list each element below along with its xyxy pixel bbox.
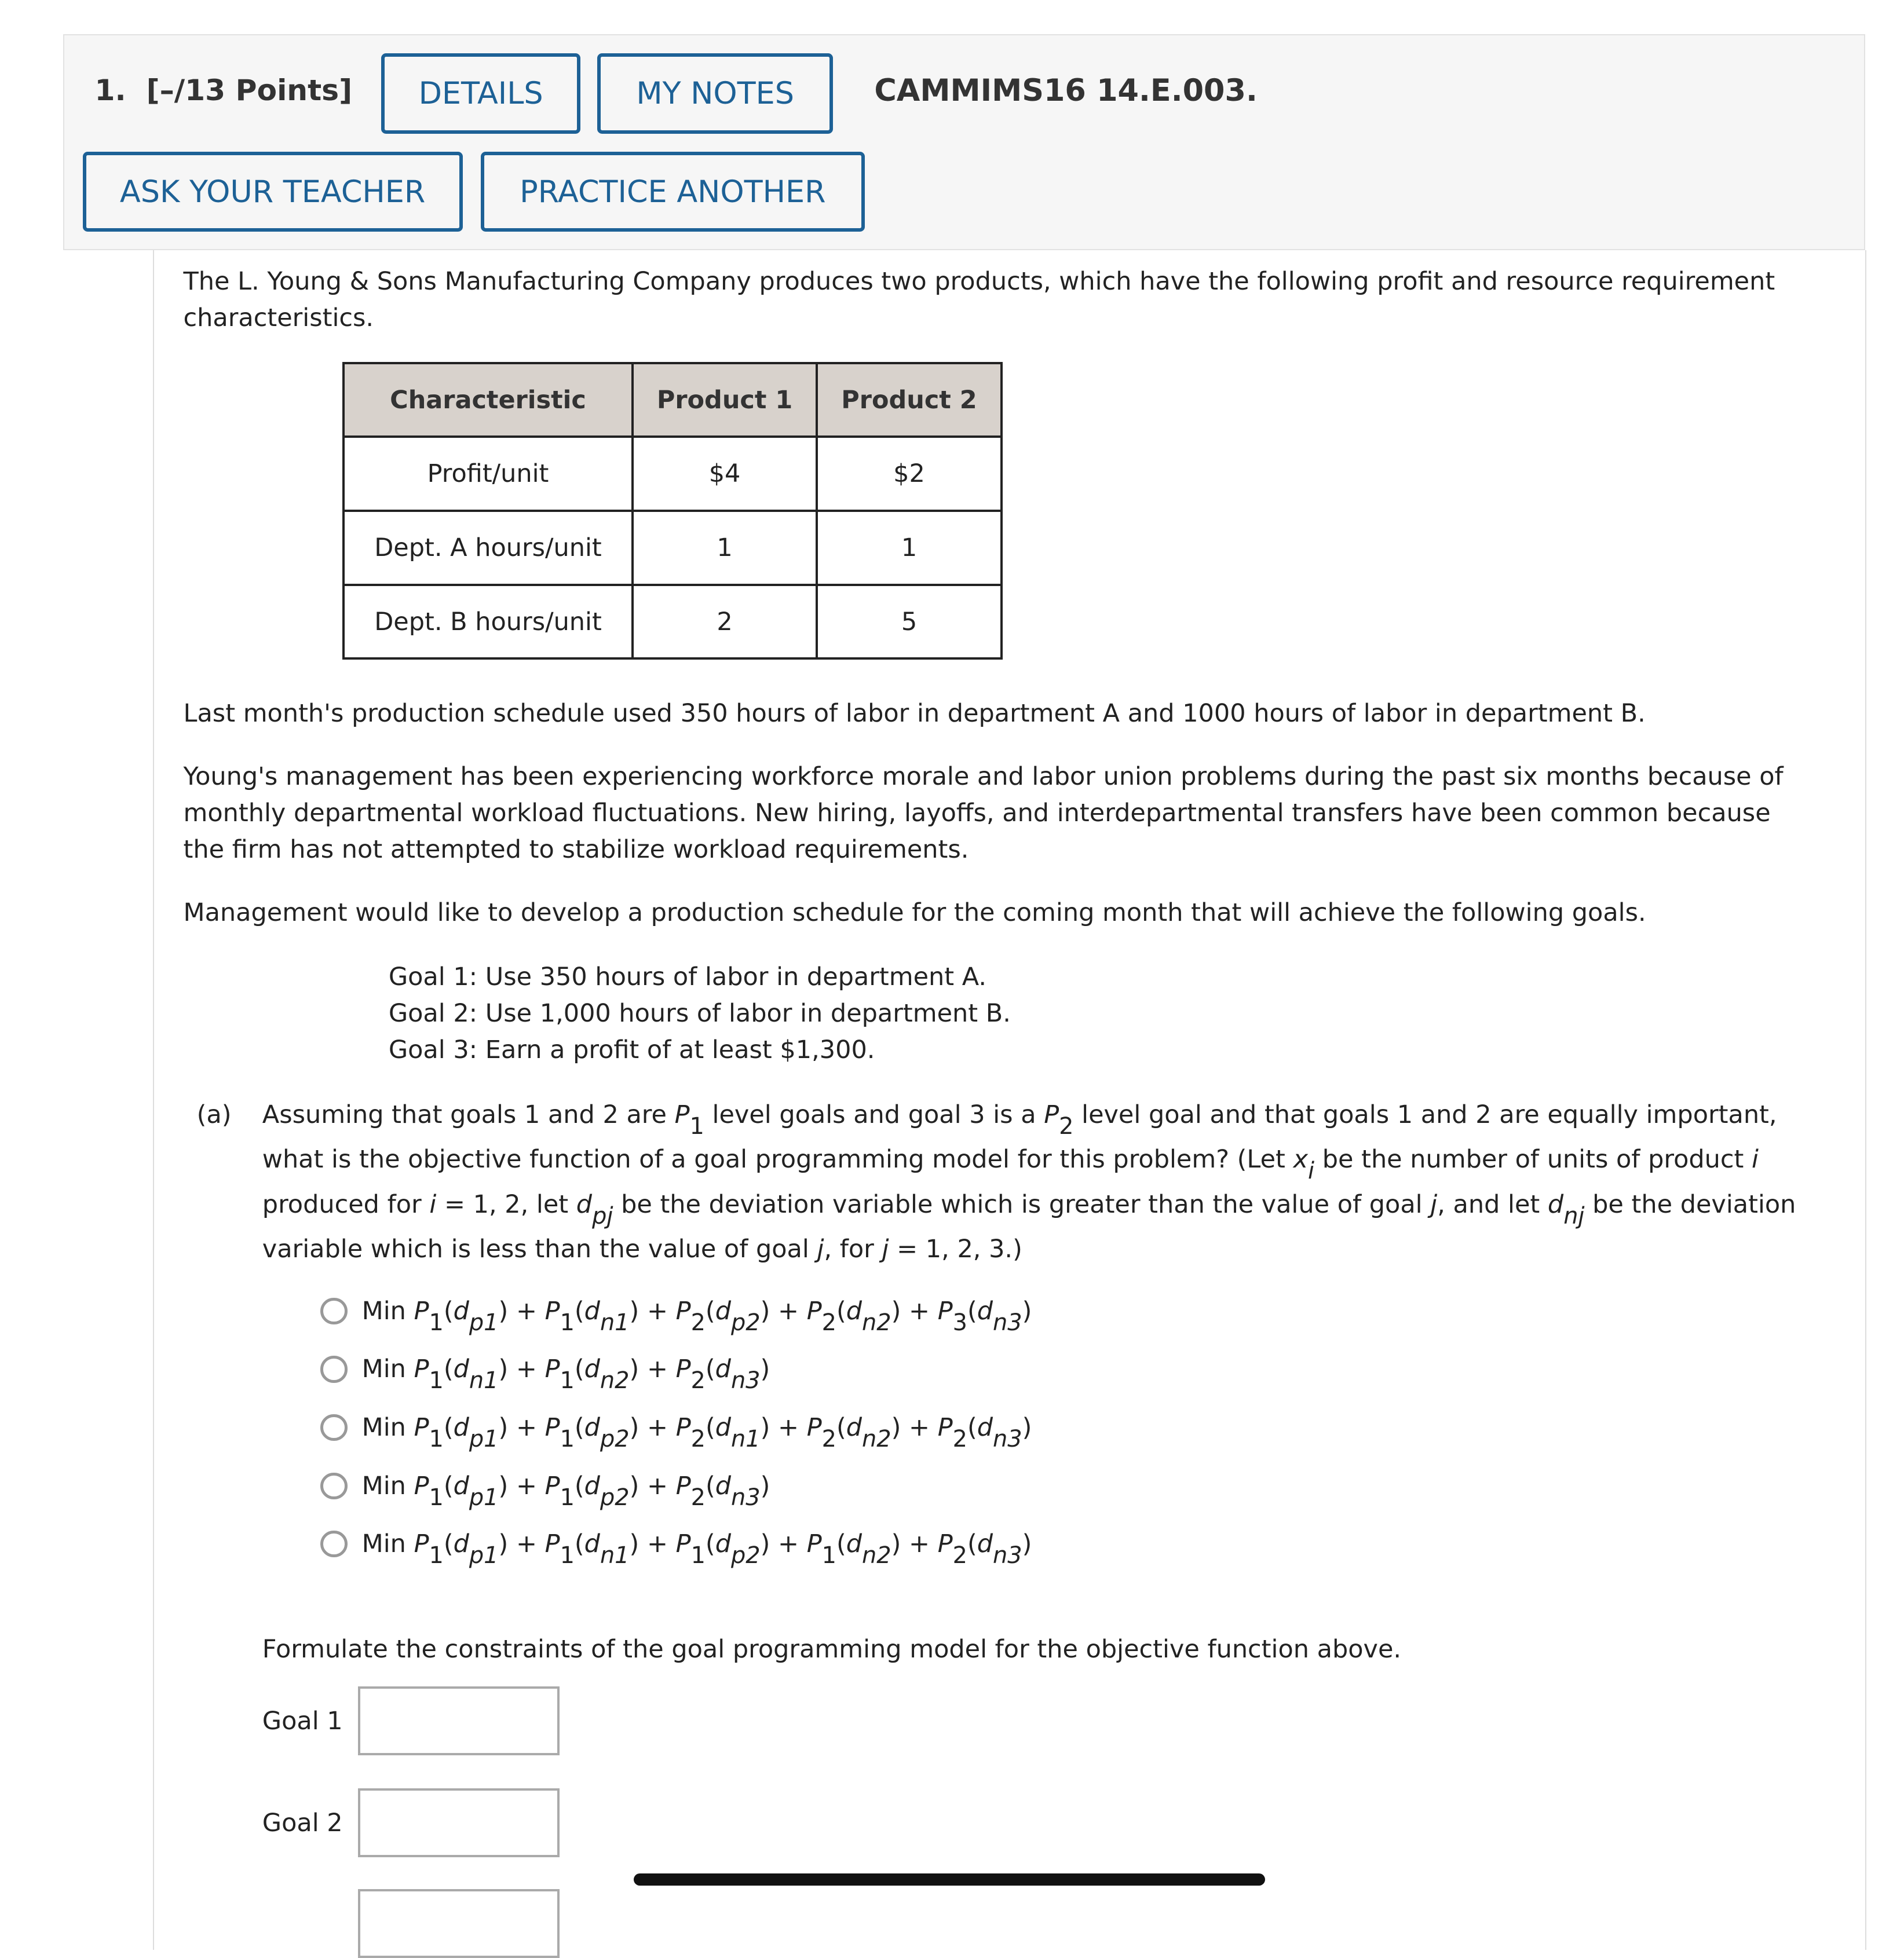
priority-level: 1 [560, 1309, 575, 1336]
deviation-index: n2 [862, 1542, 891, 1569]
table-cell: Dept. B hours/unit [343, 585, 633, 659]
math-subscript: pj [592, 1202, 613, 1229]
table-cell: $4 [633, 437, 817, 511]
characteristics-table [342, 362, 1003, 660]
question-text: = 1, 2, 3.) [889, 1235, 1022, 1264]
deviation-index: n3 [993, 1425, 1022, 1452]
priority-level: 1 [560, 1367, 575, 1395]
priority-level: 1 [560, 1425, 575, 1452]
math-variable: P [674, 1100, 690, 1129]
plus-sign: + [909, 1413, 930, 1443]
goals-list [389, 959, 1011, 1068]
deviation-index: p2 [600, 1484, 630, 1511]
priority-symbol: P [937, 1413, 953, 1443]
plus-sign: + [646, 1529, 668, 1559]
deviation-index: p2 [600, 1425, 630, 1452]
table-header: Characteristic [343, 363, 633, 437]
plus-sign: + [516, 1471, 537, 1500]
priority-symbol: P [544, 1355, 560, 1384]
question-number: 1. [94, 72, 126, 107]
option-label: Min $P_1(d_{p1}) + P_1(d_{n1}) + P_2(d_{p2}) + P_2(d_{n2}) + P_3(d_{n3})$ [361, 1296, 1032, 1336]
priority-symbol: P [544, 1296, 560, 1326]
radio-button[interactable] [320, 1298, 347, 1324]
deviation-index: n1 [469, 1367, 499, 1395]
table-cell: $2 [817, 437, 1001, 511]
priority-symbol: P [675, 1413, 691, 1443]
table-row [343, 585, 1002, 659]
priority-level: 2 [690, 1309, 706, 1336]
priority-level: 1 [821, 1542, 836, 1569]
deviation-index: n1 [600, 1309, 630, 1336]
plus-sign: + [647, 1471, 668, 1500]
table-cell: 1 [817, 511, 1001, 585]
objective-option[interactable] [320, 1529, 1032, 1569]
my-notes-button[interactable]: MY NOTES [597, 53, 833, 133]
objective-option[interactable] [320, 1355, 770, 1395]
deviation-symbol: d [715, 1413, 731, 1443]
practice-another-button[interactable]: PRACTICE ANOTHER [481, 152, 864, 232]
table-cell: Dept. A hours/unit [343, 511, 633, 585]
part-a-question [262, 1093, 1841, 1272]
option-label: Min $P_1(d_{n1}) + P_1(d_{n2}) + P_2(d_{n3})$ [361, 1355, 770, 1395]
question-text: , and let [1437, 1190, 1548, 1219]
deviation-index: p2 [730, 1542, 761, 1569]
priority-level: 2 [690, 1484, 706, 1511]
priority-symbol: P [806, 1529, 822, 1559]
goal-3-input[interactable] [358, 1889, 560, 1958]
part-a-label: (a) [196, 1100, 232, 1129]
deviation-symbol: d [846, 1529, 863, 1559]
plus-sign: + [778, 1529, 799, 1559]
priority-level: 2 [821, 1425, 836, 1452]
priority-symbol: P [414, 1355, 429, 1384]
deviation-symbol: d [584, 1355, 600, 1384]
schedule-text: Last month's production schedule used 350 hours of labor in department A and 1000 hours of labor in department B. [183, 699, 1646, 729]
home-indicator[interactable] [634, 1873, 1265, 1886]
deviation-symbol: d [453, 1529, 469, 1559]
priority-symbol: P [675, 1471, 691, 1500]
deviation-index: n1 [731, 1425, 761, 1452]
question-text: , for [824, 1235, 882, 1264]
table-row [343, 511, 1002, 585]
priority-level: 1 [429, 1542, 444, 1569]
option-label: Min $P_1(d_{p1}) + P_1(d_{p2}) + P_2(d_{n1}) + P_2(d_{n2}) + P_2(d_{n3})$ [361, 1413, 1032, 1452]
min-keyword: Min [361, 1296, 406, 1326]
deviation-index: p2 [730, 1309, 761, 1336]
table-cell: Profit/unit [343, 437, 633, 511]
constraints-prompt: Formulate the constraints of the goal programming model for the objective function above. [262, 1635, 1402, 1664]
priority-symbol: P [414, 1296, 429, 1326]
deviation-symbol: d [977, 1529, 993, 1559]
deviation-symbol: d [453, 1355, 469, 1384]
details-button[interactable]: DETAILS [381, 53, 580, 133]
deviation-symbol: d [977, 1296, 993, 1326]
plus-sign: + [778, 1296, 799, 1326]
plus-sign: + [909, 1529, 930, 1559]
priority-level: 2 [952, 1425, 967, 1452]
intro-text: The L. Young & Sons Manufacturing Company produces two products, which have the following profit and resource requirement characteristics. [183, 266, 1775, 332]
deviation-symbol: d [453, 1413, 469, 1443]
table-cell: 1 [633, 511, 817, 585]
math-subscript: i [1308, 1158, 1315, 1185]
objective-option[interactable] [320, 1413, 1032, 1452]
plus-sign: + [516, 1296, 537, 1326]
priority-symbol: P [544, 1471, 560, 1500]
min-keyword: Min [361, 1471, 406, 1500]
question-text: level goal and that goals 1 and 2 are equally important, what is the objective function of a goal programming model for this problem? (Let [262, 1100, 1777, 1174]
deviation-index: n2 [862, 1425, 891, 1452]
priority-symbol: P [937, 1296, 953, 1326]
math-variable: i [1752, 1145, 1759, 1174]
deviation-symbol: d [846, 1296, 863, 1326]
priority-symbol: P [675, 1355, 691, 1384]
deviation-index: n1 [600, 1542, 630, 1569]
deviation-symbol: d [977, 1413, 993, 1443]
deviation-index: n3 [730, 1367, 761, 1395]
deviation-symbol: d [715, 1471, 731, 1500]
math-variable: x [1293, 1145, 1308, 1174]
radio-button[interactable] [320, 1356, 347, 1382]
deviation-index: p1 [469, 1309, 499, 1336]
deviation-symbol: d [715, 1355, 731, 1384]
goal-2-label: Goal 2 [262, 1809, 343, 1838]
radio-button[interactable] [320, 1531, 347, 1557]
plus-sign: + [516, 1355, 537, 1384]
min-keyword: Min [361, 1529, 406, 1559]
deviation-symbol: d [584, 1413, 600, 1443]
priority-symbol: P [675, 1296, 691, 1326]
priority-level: 2 [690, 1425, 706, 1452]
ask-teacher-button[interactable]: ASK YOUR TEACHER [83, 152, 463, 232]
objective-option[interactable] [320, 1296, 1032, 1336]
priority-level: 1 [690, 1542, 706, 1569]
math-variable: d [576, 1190, 593, 1219]
plus-sign: + [778, 1413, 799, 1443]
plus-sign: + [516, 1413, 537, 1443]
option-label: Min $P_1(d_{p1}) + P_1(d_{p2}) + P_2(d_{n3})$ [361, 1471, 770, 1511]
goal-2-input[interactable] [358, 1788, 560, 1857]
plus-sign: + [646, 1296, 668, 1326]
math-variable: d [1547, 1190, 1564, 1219]
points-label: [–/13 Points] [146, 72, 353, 107]
math-variable: j [817, 1235, 824, 1264]
priority-level: 3 [952, 1309, 967, 1336]
priority-symbol: P [544, 1413, 560, 1443]
deviation-index: p1 [469, 1484, 499, 1511]
goal-item: Goal 3: Earn a profit of at least $1,300. [388, 1035, 875, 1064]
min-keyword: Min [361, 1413, 406, 1443]
priority-symbol: P [937, 1529, 953, 1559]
question-text: be the number of units of product [1314, 1145, 1752, 1174]
option-label: Min $P_1(d_{p1}) + P_1(d_{n1}) + P_1(d_{p2}) + P_1(d_{n2}) + P_2(d_{n3})$ [361, 1529, 1032, 1569]
priority-symbol: P [806, 1296, 822, 1326]
deviation-symbol: d [453, 1471, 469, 1500]
goal-1-input[interactable] [358, 1686, 560, 1755]
plus-sign: + [647, 1413, 668, 1443]
plus-sign: + [516, 1529, 537, 1559]
priority-level: 2 [821, 1309, 836, 1336]
deviation-symbol: d [453, 1296, 469, 1326]
question-text: be the deviation variable which is greater than the value of goal [613, 1190, 1431, 1219]
priority-symbol: P [414, 1471, 429, 1500]
deviation-symbol: d [715, 1296, 731, 1326]
table-header-row [343, 363, 1002, 437]
deviation-symbol: d [584, 1529, 600, 1559]
plus-sign: + [646, 1355, 668, 1384]
priority-level: 1 [429, 1425, 444, 1452]
table-cell: 2 [633, 585, 817, 659]
deviation-index: n3 [731, 1484, 761, 1511]
priority-level: 1 [560, 1484, 575, 1511]
math-variable: P [1044, 1100, 1059, 1129]
question-text: produced for [262, 1190, 430, 1219]
math-subscript: nj [1563, 1202, 1585, 1229]
radio-button[interactable] [320, 1473, 347, 1499]
question-text: = 1, 2, let [436, 1190, 576, 1219]
priority-symbol: P [414, 1529, 429, 1559]
deviation-symbol: d [846, 1413, 863, 1443]
priority-symbol: P [675, 1529, 691, 1559]
table-header: Product 2 [817, 363, 1001, 437]
question-text: level goals and goal 3 is a [704, 1100, 1044, 1129]
deviation-index: n3 [993, 1309, 1022, 1336]
objective-option[interactable] [320, 1471, 770, 1511]
plus-sign: + [909, 1296, 930, 1326]
question-points [95, 73, 353, 107]
math-variable: i [429, 1190, 437, 1219]
deviation-index: n3 [993, 1542, 1022, 1569]
math-subscript: 1 [689, 1112, 704, 1140]
deviation-symbol: d [584, 1296, 600, 1326]
table-header: Product 1 [633, 363, 817, 437]
deviation-symbol: d [584, 1471, 600, 1500]
deviation-index: n2 [862, 1309, 891, 1336]
problem-code: CAMMIMS16 14.E.003. [874, 72, 1258, 108]
priority-level: 2 [690, 1367, 706, 1395]
goals-intro-text: Management would like to develop a production schedule for the coming month that will achieve the following goals. [183, 898, 1646, 927]
min-keyword: Min [361, 1355, 406, 1384]
goal-item: Goal 1: Use 350 hours of labor in department A. [388, 962, 987, 992]
priority-level: 2 [952, 1542, 967, 1569]
table-row [343, 437, 1002, 511]
deviation-index: n2 [600, 1367, 630, 1395]
priority-level: 1 [560, 1542, 575, 1569]
deviation-index: p1 [469, 1542, 499, 1569]
management-text: Young's management has been experiencing workforce morale and labor union problems during the past six months because of monthly departmental workload fluctuations. New hiring, layoffs, and interdepartmental transfers have been common because the firm has not attempted to stabilize workload requirements. [183, 762, 1784, 864]
priority-symbol: P [806, 1413, 822, 1443]
question-text: Assuming that goals 1 and 2 are [262, 1100, 675, 1129]
priority-level: 1 [429, 1367, 444, 1395]
goal-1-label: Goal 1 [262, 1707, 343, 1736]
math-variable: j [882, 1235, 889, 1264]
goal-item: Goal 2: Use 1,000 hours of labor in department B. [388, 998, 1011, 1028]
math-variable: j [1430, 1190, 1438, 1219]
radio-button[interactable] [320, 1414, 347, 1441]
priority-symbol: P [414, 1413, 429, 1443]
math-subscript: 2 [1059, 1112, 1074, 1140]
deviation-symbol: d [715, 1529, 731, 1559]
priority-level: 1 [429, 1309, 444, 1336]
table-cell: 5 [817, 585, 1001, 659]
deviation-index: p1 [469, 1425, 499, 1452]
priority-level: 1 [429, 1484, 444, 1511]
question-text: be the deviation variable which is less than the value of goal [262, 1190, 1796, 1264]
priority-symbol: P [544, 1529, 560, 1559]
